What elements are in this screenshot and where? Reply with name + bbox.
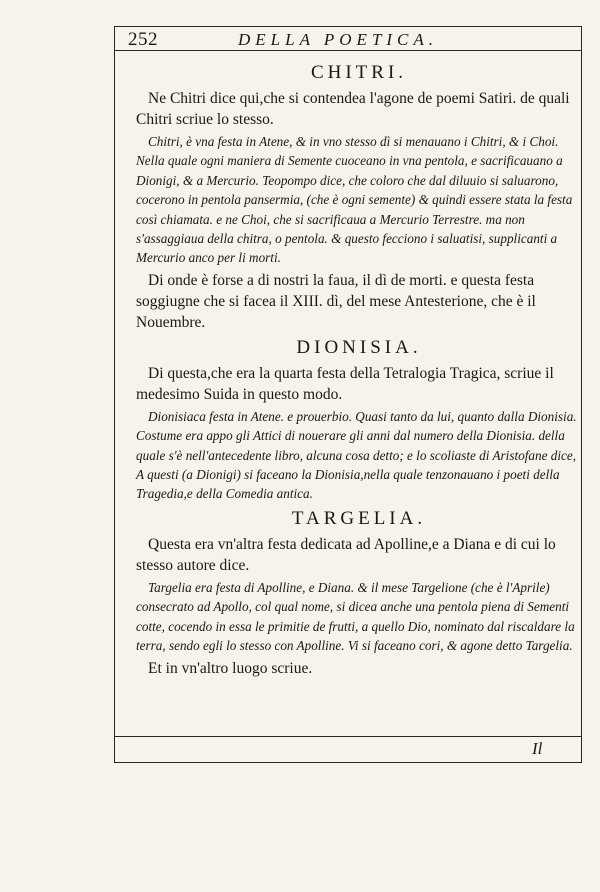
catchword: Il xyxy=(532,739,543,758)
paragraph: Ne Chitri dice qui,che si contendea l'agone de poemi Satiri. de quali Chitri scriue lo stesso. xyxy=(136,90,570,128)
footer-rule xyxy=(114,736,582,737)
paragraph: Questa era vn'altra festa dedicata ad Apolline,e a Diana e di cui lo stesso autore dice. xyxy=(136,535,556,574)
frame-bottom-rule xyxy=(114,762,582,763)
quotation: Dionisiaca festa in Atene. e prouerbio. Quasi tanto da lui, quanto dalla Dionisia. Costume era appo gli Attici di nouerare gli anni dal numero della Dionisia. della quale s'è nell'antecedente libro, alcuna cosa detto; e lo scoliaste di Aristofane dice, A questi (a Dionigi) si faceano la Dionisia,nella quale tenzonauano i poeti della Tragedia,e della Comedia antica. xyxy=(136,408,577,502)
section-heading-dionisia: DIONISIA. xyxy=(296,336,422,358)
quotation: Targelia era festa di Apolline, e Diana. & il mese Targelione (che è l'Aprile) consecrato ad Apollo, col qual nome, si dicea anche una pentola piena di Sementi cotte, cocendo in essa le primitie de frutti, a quello Dio, nominato dal riscaldare la terra, sendo egli lo stesso con Apolline. Vi si faceano cori, & agone detto Targelia. xyxy=(136,579,575,654)
section-heading-targelia: TARGELIA. xyxy=(291,507,427,529)
quotation: Chitri, è vna festa in Atene, & in vno stesso dì si menauano i Chitri, & i Choi. Nella quale ogni maniera di Semente cuoceano in vna pentola, e sacrificauano a Dionigi, & a Mercurio. Teopompo dice, che coloro che dal diluuio si saluarono, cocerono in pentola pansermia, (che è ogni semente) & quindi essere stata la festa così chiamata. e ne Choi, che si sacrificaua a Mercurio Terrestre. ma non s'assaggiaua della chitra, o pentola. & questo fecciono i saluatisi, supplicanti a Mercurio anco per li morti. xyxy=(136,134,573,266)
paragraph: Di onde è forse a di nostri la faua, il dì de morti. e questa festa soggiugne che si facea il XIII. dì, del mese Antesterione, che è il Nouembre. xyxy=(136,271,536,331)
header-rule xyxy=(114,50,582,51)
page-content xyxy=(136,58,582,679)
section-heading-chitri: CHITRI. xyxy=(310,62,408,83)
paragraph: Di questa,che era la quarta festa della Tetralogia Tragica, scriue il medesimo Suida in questo modo. xyxy=(136,364,554,403)
paragraph: Et in vn'altro luogo scriue. xyxy=(148,659,313,677)
page-number: 252 xyxy=(128,29,158,50)
running-title: DELLA POETICA. xyxy=(238,30,439,49)
